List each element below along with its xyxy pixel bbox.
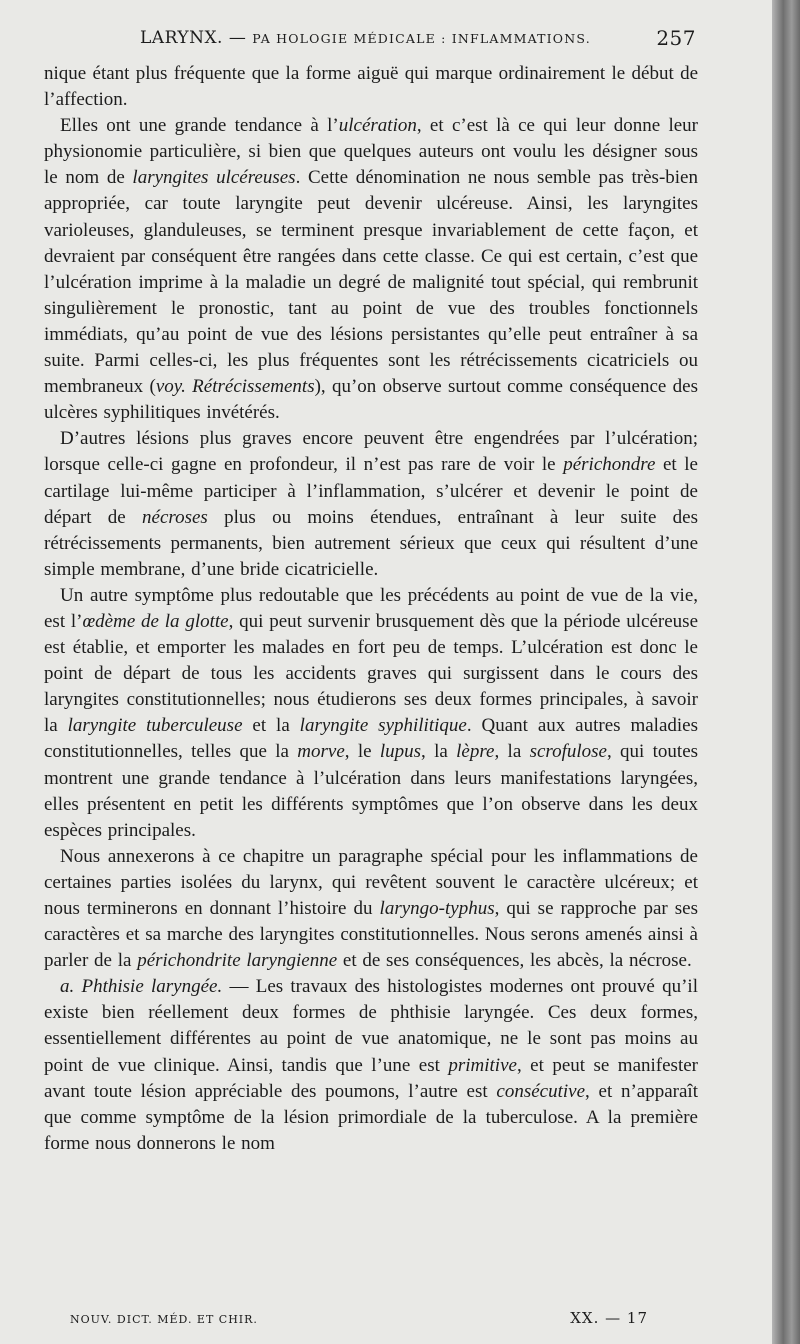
italic-text: nécroses [142,506,208,528]
italic-text: primitive [448,1054,517,1076]
running-title-section: PA HOLOGIE MÉDICALE : INFLAMMATIONS. [252,31,591,46]
text-run: plus ou moins étendues, entraînant à leur suite des rétrécissements permanents, bien autrement sérieux que ceux qui résultent d’une simple membrane, d’une bride cicatricielle. [44,506,699,580]
italic-text: laryngo-typhus [379,898,495,919]
text-run: , et peut se manifester avant toute lésion appréciable des poumons, l’autre est [44,1054,698,1102]
text-run: Elles ont une grande tendance à l’ [60,115,339,137]
italic-text: lupus [379,741,422,763]
text-run: , et n’apparaît que comme symptôme de la lésion primordiale de la tuberculose. A la première forme nous donnerons le nom [44,1080,698,1154]
italic-text: laryngite syphilitique [299,715,467,737]
text-run: — Les travaux des histologistes modernes ont prouvé qu’il existe bien réellement deux formes de phthisie laryngée. Ces deux formes, essentiellement différentes au point de vue anatomique, ne le sont pas moins au point de vue clinique. Ainsi, tandis que l’une est [44,976,698,1076]
text-run: nique étant plus fréquente que la forme aiguë qui marque ordinairement le début de l’affection. [44,63,698,111]
text-run: Un autre symptôme plus redoutable que les précédents au point de vue de la vie, est l’ [44,584,698,632]
italic-text: périchondre [563,454,656,476]
text-run: D’autres lésions plus graves encore peuvent être engendrées par l’ulcération; lorsque celle-ci gagne en profondeur, il n’est pas rare de voir le [44,428,698,476]
italic-text: voy. Rétrécissements [155,376,315,398]
book-spine-shadow [772,0,800,1344]
paragraph [44,583,698,844]
text-run: , et c’est là ce qui leur donne leur physionomie particulière, si bien que quelques auteurs ont voulu les désigner sous le nom de [44,115,698,189]
text-run: , qui peut survenir brusquement dès que la période ulcéreuse est établie, et emporter les malades en fort peu de temps. L’ulcération est donc le point de départ de tous les accidents graves qui surgissent dans le cours des laryngites constitutionnelles; nous étudierons ses deux formes principales, à savoir la [44,610,698,737]
italic-text: lèpre [456,741,495,763]
italic-text: périchondrite laryngienne [137,950,338,972]
text-run: et de ses conséquences, les abcès, la nécrose. [337,950,692,972]
paragraph [44,113,698,426]
text-run: et le cartilage lui-même participer à l’inflammation, s’ulcérer et devenir le point de départ de [44,454,698,528]
italic-text: ulcération [338,115,417,137]
italic-text: scrofulose [529,741,607,763]
footer-signature: XX. — 17 [570,1309,648,1327]
text-run: Nous annexerons à ce chapitre un paragraphe spécial pour les inflammations de certaines parties isolées du larynx, qui revêtent souvent le caractère ulcéreux; et nous terminerons en donnant l’histoire du [44,845,698,919]
paragraph [44,426,698,583]
running-header [44,24,696,52]
italic-text: laryngite tuberculeuse [67,715,243,737]
paragraph [44,844,698,974]
page-number: 257 [656,26,696,50]
footer-publication: NOUV. DICT. MÉD. ET CHIR. [70,1313,258,1326]
text-run: , le [344,741,380,763]
page-footer [70,1309,660,1331]
text-run: , qui se rapproche par ses caractères et sa marche des laryngites constitutionnelles. Nous serons amenés ainsi à parler de la [44,898,699,972]
italic-text: laryngites ulcéreuses [132,167,296,189]
italic-text: a. Phthisie laryngée. [60,976,223,998]
text-run: , la [421,741,457,763]
text-body [44,61,698,1157]
text-run: , qui toutes montrent une grande tendance à l’ulcération dans leurs manifestations laryngées, elles présentent en petit les différents symptômes que l’on observe dans les deux espèces principales. [44,741,699,841]
text-run: . Cette dénomination ne nous semble pas très-bien appropriée, car toute laryngite peut devenir ulcéreuse. Ainsi, les laryngites varioleuses, glanduleuses, se terminent presque invariablement de cette façon, et devraient par conséquent être rangées dans cette classe. Ce qui est certain, c’est que l’ulcération imprime à la maladie un degré de malignité tout spécial, qui rembrunit singulièrement le pronostic, tant au point de vue des troubles fonctionnels immédiats, qu’au point de vue des lésions persistantes qu’elle peut entraîner à sa suite. Parmi celles-ci, les plus fréquentes sont les rétrécissements cicatriciels ou membraneux ( [44,167,698,398]
text-run: . Quant aux autres maladies constitutionnelles, telles que la [44,715,698,763]
text-run: , la [494,741,530,763]
text-run: ), qu’on observe surtout comme conséquence des ulcères syphilitiques invétérés. [44,376,698,424]
running-title-main: LARYNX. — [140,28,253,48]
paragraph [44,61,698,113]
italic-text: morve [297,741,345,763]
italic-text: consécutive [496,1080,586,1102]
paragraph [44,974,698,1157]
text-run: et la [242,715,300,737]
running-title [140,28,591,48]
italic-text: œdème de la glotte [82,610,229,632]
